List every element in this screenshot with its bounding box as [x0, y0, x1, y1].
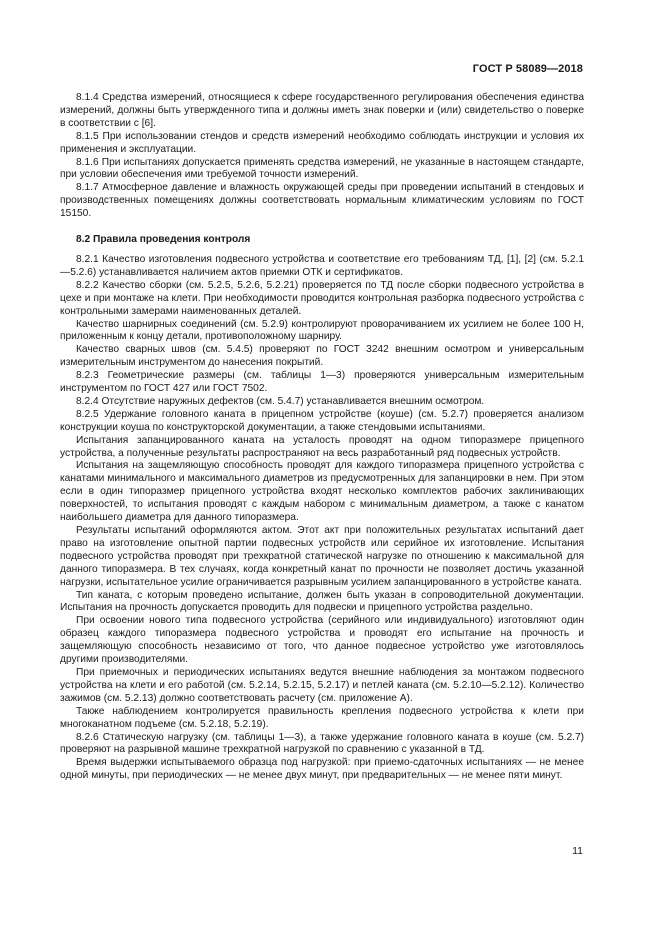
document-header: ГОСТ Р 58089—2018 — [472, 63, 583, 75]
paragraph-8-2-6: 8.2.6 Статическую нагрузку (см. таблицы 1—3), а также удержание головного каната в коуше (см. 5.2.7) проверяют на разрывной машине трехкратной нагрузкой по сравнению с указанной в ТД. — [60, 731, 584, 756]
paragraph-8-2-1: 8.2.1 Качество изготовления подвесного устройства и соответствие его требованиям ТД, [1], [2] (см. 5.2.1—5.2.6) устанавливается наличием актов приемки ОТК и сертификатов. — [60, 253, 584, 278]
paragraph-welds: Качество сварных швов (см. 5.4.5) проверяют по ГОСТ 3242 внешним осмотром и универсальным измерительным инструментом до нанесения покрытий. — [60, 344, 584, 369]
paragraph-results: Результаты испытаний оформляются актом. Этот акт при положительных результатах испытаний дает право на изготовление опытной партии подвесных устройств или серийное их изготовление. Испытания подвесного устройства проводят при трехкратной статической нагрузке по отношению к максимальной для данного типоразмера. В тех случаях, когда конкретный канат по прочности не позволяет достичь указанной нагрузки, испытательное усилие ограничивается разрывным усилием запанцированного в устройстве каната. — [60, 525, 584, 588]
paragraph-8-2-3: 8.2.3 Геометрические размеры (см. таблицы 1—3) проверяются универсальным измерительным инструментом по ГОСТ 427 или ГОСТ 7502. — [60, 370, 584, 395]
section-heading-8-2: 8.2 Правила проведения контроля — [76, 234, 251, 246]
page-number: 11 — [572, 845, 583, 857]
paragraph-rope-type: Тип каната, с которым проведено испытание, должен быть указан в сопроводительной документации. Испытания на прочность допускается проводить для подвески и прицепного устройства раздельно. — [60, 589, 584, 614]
paragraph-8-1-5: 8.1.5 При использовании стендов и средств измерений необходимо соблюдать инструкции и условия их применения и эксплуатации. — [60, 130, 584, 155]
paragraph-8-1-4: 8.1.4 Средства измерений, относящиеся к сфере государственного регулирования обеспечения единства измерений, должны быть утвержденного типа и должны иметь знак поверки и (или) свидетельство о поверке в соответствии с [6]. — [60, 92, 584, 129]
paragraph-hold-time: Время выдержки испытываемого образца под нагрузкой: при приемо-сдаточных испытаниях — не менее одной минуты, при периодических — не менее двух минут, при предварительных — не менее пяти минут. — [60, 757, 584, 782]
paragraph-clamping: Испытания на защемляющую способность проводят для каждого типоразмера прицепного устройства с канатами минимального и максимального диаметров из предусмотренных для запанцировки в нем. При этом если в один типоразмер прицепного устройства входят несколько комплектов рабочих заклинивающих поверхностей, то испытания проводят с каждым набором с минимальным диаметром, а также с канатом наибольшего диаметра для данного типоразмера. — [60, 460, 584, 524]
paragraph-fatigue: Испытания запанцированного каната на усталость проводят на одном типоразмере прицепного устройства, а полученные результаты распространяют на весь разработанный ряд подвесных устройств. — [60, 434, 584, 459]
paragraph-new-type: При освоении нового типа подвесного устройства (серийного или индивидуального) изготовляют один образец каждого типоразмера подвесного устройства и проводят его испытание на прочность и защемляющую способность независимо от того, что данное подвесное устройство уже изготовлялось другими производителями. — [60, 615, 584, 666]
paragraph-hinges: Качество шарнирных соединений (см. 5.2.9) контролируют проворачиванием их усилием не более 100 Н, приложенным к концу детали, противоположному шарниру. — [60, 318, 584, 343]
paragraph-8-2-2: 8.2.2 Качество сборки (см. 5.2.5, 5.2.6, 5.2.21) проверяется по ТД после сборки подвесного устройства в цехе и при монтаже на клети. При необходимости проводится контрольная разборка подвесного устройства с контрольными замерами наименованных деталей. — [60, 279, 584, 317]
paragraph-8-2-5: 8.2.5 Удержание головного каната в прицепном устройстве (коуше) (см. 5.2.7) проверяется анализом конструкции коуша по конструкторской документации, а также стендовыми испытаниями. — [60, 408, 584, 433]
paragraph-observation: При приемочных и периодических испытаниях ведутся внешние наблюдения за монтажом подвесного устройства на клети и его работой (см. 5.2.14, 5.2.15, 5.2.17) и петлей каната (см. 5.2.10—5.2.12). Количество зажимов (см. 5.2.13) должно соответствовать расчету (см. приложение А). — [60, 666, 584, 704]
paragraph-8-2-4: 8.2.4 Отсутствие наружных дефектов (см. 5.4.7) устанавливается внешним осмотром. — [76, 395, 485, 407]
page-body — [60, 92, 584, 783]
paragraph-fastening: Также наблюдением контролируется правильность крепления подвесного устройства к клети при многоканатном подъеме (см. 5.2.18, 5.2.19). — [60, 705, 584, 730]
paragraph-8-1-7: 8.1.7 Атмосферное давление и влажность окружающей среды при проведении испытаний в стендовых и производственных помещениях должны соответствовать нормальным климатическим условиям по ГОСТ 15150. — [60, 182, 584, 220]
paragraph-8-1-6: 8.1.6 При испытаниях допускается применять средства измерений, не указанные в настоящем стандарте, при условии обеспечения ими требуемой точности измерений. — [60, 156, 584, 181]
